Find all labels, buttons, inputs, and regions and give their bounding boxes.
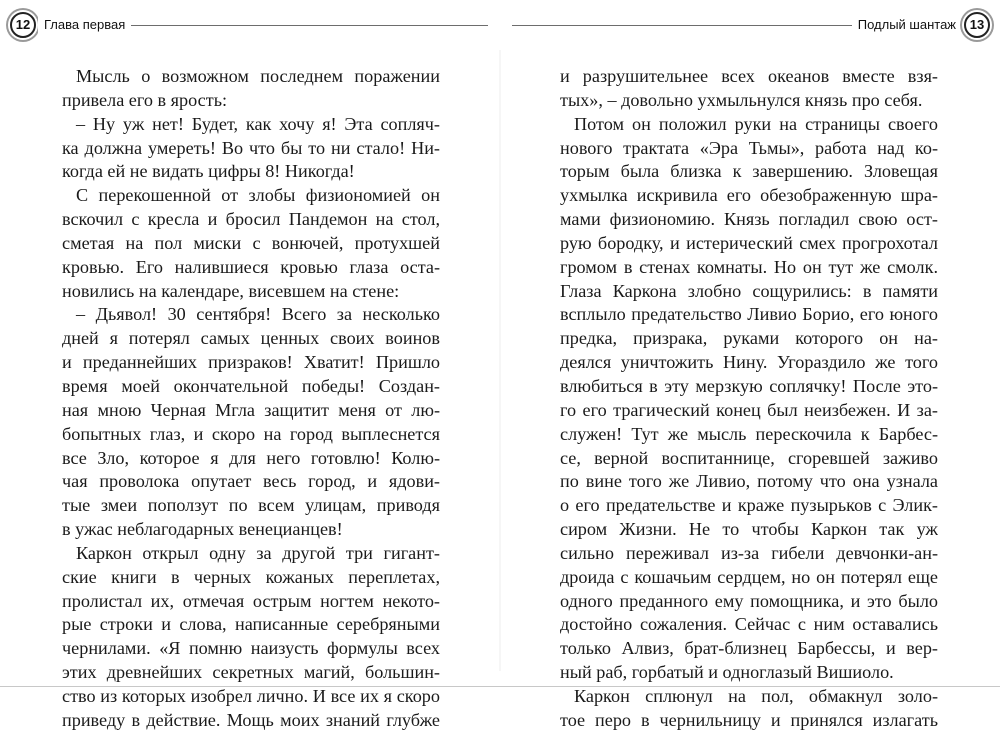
text-line: деялся уничтожить Нину. Угораздило же того <box>560 352 938 373</box>
text-line: сиром Жизни. Не то чтобы Каркон так уж <box>560 519 938 540</box>
text-line: пролистал их, отмечая острым ногтем некото- <box>62 590 440 611</box>
text-line: по вине того же Ливио, потому что она узнала <box>560 471 938 492</box>
text-line: все Зло, которое я для него готовлю! Колю- <box>62 447 440 468</box>
text-line: ские книги в черных кожаных переплетах, <box>62 566 440 587</box>
text-line: предка, призрака, руками которого он на- <box>560 328 938 349</box>
text-line: ный раб, горбатый и одноглазый Вишиоло. <box>560 662 894 683</box>
text-line: – Ну уж нет! Будет, как хочу я! Эта сопляч- <box>76 113 440 134</box>
left-running-head: Глава первая <box>38 17 131 33</box>
text-line: дроида с кошачьим сердцем, но он потерял еще <box>560 566 938 587</box>
left-running-header <box>10 12 488 38</box>
text-line: достойно сожаления. Сейчас с ним оставались <box>560 614 938 635</box>
text-line: – Дьявол! 30 сентября! Всего за несколько <box>76 304 440 325</box>
text-line: новились на календаре, висевшем на стене: <box>62 280 400 301</box>
text-line: только Алвиз, брат-близнец Барбессы, и вер- <box>560 638 938 659</box>
text-line: тых», – довольно ухмыльнулся князь про себя. <box>560 89 923 110</box>
text-line: нового трактата «Эра Тьмы», работа над ко- <box>560 137 938 158</box>
text-line: служен! Тут же мысль перескочила к Барбес- <box>560 423 938 444</box>
text-line: о его предательстве и краже пузырьков с Элик- <box>560 495 938 516</box>
text-line: этих древнейших секретных магий, большин- <box>62 662 440 683</box>
text-line: Потом он положил руки на страницы своего <box>574 113 938 134</box>
text-line: и преданнейших призраков! Хватит! Пришло <box>62 352 440 373</box>
text-line: С перекошенной от злобы физиономией он <box>76 185 440 206</box>
text-line: ная мною Черная Мгла защитит меня от лю- <box>62 399 440 420</box>
text-line: одного преданного ему помощника, и это было <box>560 590 938 611</box>
text-line: влюбиться в эту мерзкую соплячку! После это- <box>560 375 938 396</box>
text-line: и разрушительнее всех океанов вместе взя- <box>560 66 938 86</box>
text-line: привела его в ярость: <box>62 89 228 110</box>
text-line: Каркон сплюнул на пол, обмакнул золо- <box>574 685 938 706</box>
text-line: бопытных глаз, и скоро на город выплеснется <box>62 423 440 444</box>
text-line: сильно переживал из-за гибели девчонки-ан- <box>560 542 938 563</box>
text-line: время моей окончательной победы! Создан- <box>62 375 440 396</box>
text-line: чернилами. «Я помню наизусть формулы всех <box>62 638 440 659</box>
text-line: приведу в действие. Мощь моих знаний глубже <box>62 709 440 730</box>
text-line: ухмылка искривила его обезображенную шра- <box>560 185 938 206</box>
text-line: когда ей не видать цифры 8! Никогда! <box>62 161 355 182</box>
text-line: торым была близка к завершению. Зловещая <box>560 161 938 182</box>
right-page-number: 13 <box>964 12 990 38</box>
text-line: рые строки и слова, написанные серебряными <box>62 614 440 635</box>
left-text-block <box>62 65 440 733</box>
left-page-number: 12 <box>10 12 36 38</box>
right-running-head: Подлый шантаж <box>852 17 962 33</box>
text-line: ка должна умереть! Во что бы то ни стало! Ни- <box>62 137 440 158</box>
text-line: го его трагический конец был неизбежен. И за- <box>560 399 938 420</box>
text-line: тое перо в чернильницу и принялся излагать <box>560 709 938 730</box>
text-line: ство из которых изобрел лично. И все их я скоро <box>62 685 440 706</box>
text-line: громом в стенах комнаты. Но он тут же смолк. <box>560 256 938 277</box>
bottom-edge-rule <box>0 686 1000 687</box>
left-page <box>0 0 500 730</box>
right-text-block <box>560 65 938 733</box>
text-line: вскочил с кресла и бросил Пандемон на стол, <box>62 209 440 230</box>
text-line: сметая на пол миски с вонючей, протухшей <box>62 232 440 253</box>
text-line: всплыло предательство Ливио Борио, его юного <box>560 304 938 325</box>
text-line: в ужас неблагодарных венецианцев! <box>62 519 343 540</box>
text-line: Каркон открыл одну за другой три гигант- <box>76 542 440 563</box>
text-line: дней я потерял самых ценных своих воинов <box>62 328 440 349</box>
text-line: кровью. Его налившиеся кровью глаза оста- <box>62 256 440 277</box>
text-line: мами физиономию. Князь погладил свою ост- <box>560 209 938 230</box>
text-line: Мысль о возможном последнем поражении <box>76 66 440 86</box>
text-line: се, верной воспитаннице, сгоревшей заживо <box>560 447 938 468</box>
right-page <box>500 0 1000 730</box>
text-line: тые змеи поползут по всем улицам, приводя <box>62 495 440 516</box>
right-running-header <box>512 12 990 38</box>
text-line: чая проволока опутает весь город, и ядови- <box>62 471 440 492</box>
text-line: рую бородку, и истерический смех прогрохотал <box>560 232 938 253</box>
text-line: Глаза Каркона злобно сощурились: в памяти <box>560 280 938 301</box>
